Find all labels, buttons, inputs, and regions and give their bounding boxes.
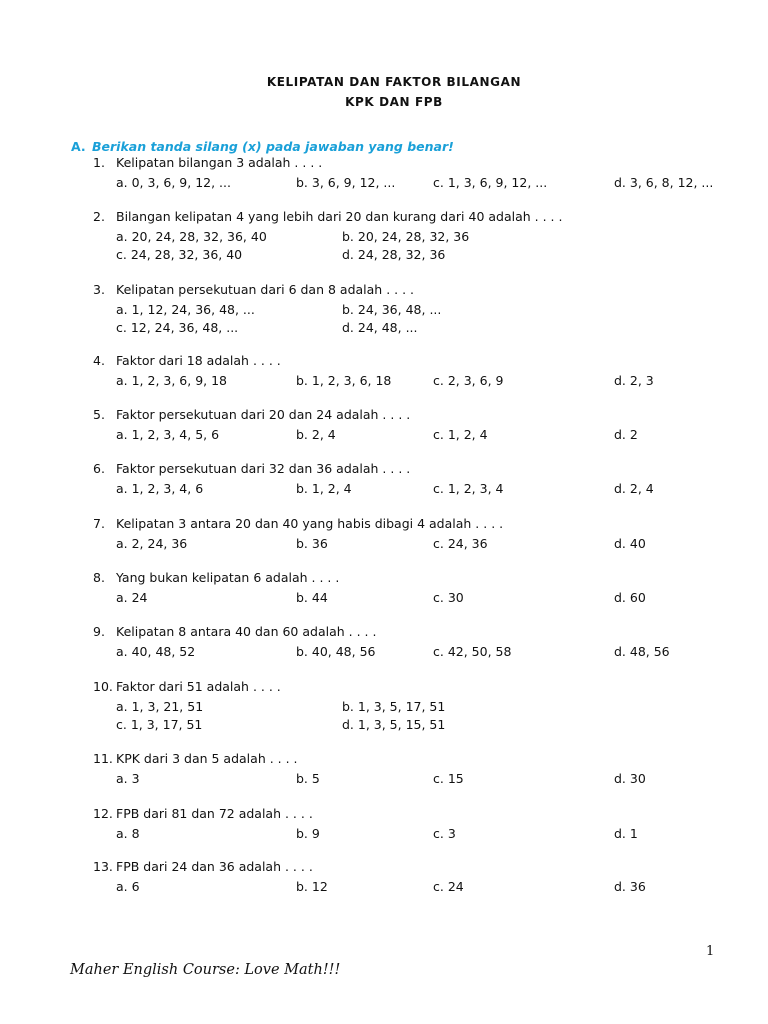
question-number: 8. — [93, 570, 105, 585]
question-line — [93, 679, 281, 694]
answer-option[interactable]: a. 1, 2, 3, 4, 5, 6 — [116, 427, 220, 442]
page-number: 1 — [706, 944, 715, 959]
answer-option[interactable]: d. 2, 4 — [614, 481, 654, 496]
question-text: Kelipatan 3 antara 20 dan 40 yang habis dibagi 4 adalah . . . . — [116, 516, 504, 531]
question-line — [93, 282, 414, 297]
question-number: 11. — [93, 751, 113, 766]
answer-option[interactable]: c. 12, 24, 36, 48, ... — [116, 320, 239, 335]
answer-option[interactable]: d. 2, 3 — [614, 373, 654, 388]
answer-option[interactable]: d. 36 — [614, 879, 646, 894]
answer-option[interactable]: a. 0, 3, 6, 9, 12, ... — [116, 175, 231, 190]
answer-option[interactable]: d. 1 — [614, 826, 638, 841]
question-text: Kelipatan persekutuan dari 6 dan 8 adalah . . . . — [116, 282, 415, 297]
question-line — [93, 516, 503, 531]
answer-option[interactable]: a. 1, 2, 3, 4, 6 — [116, 481, 204, 496]
answer-option[interactable]: d. 24, 28, 32, 36 — [342, 247, 446, 262]
answer-option[interactable]: a. 20, 24, 28, 32, 36, 40 — [116, 229, 267, 244]
question-text: Yang bukan kelipatan 6 adalah . . . . — [116, 570, 340, 585]
question-line — [93, 209, 562, 224]
answer-option[interactable]: a. 1, 3, 21, 51 — [116, 699, 204, 714]
answer-option[interactable]: b. 5 — [296, 771, 320, 786]
question-number: 13. — [93, 859, 113, 874]
question-text: Faktor dari 18 adalah . . . . — [116, 353, 281, 368]
answer-option[interactable]: d. 2 — [614, 427, 638, 442]
answer-option[interactable]: d. 40 — [614, 536, 646, 551]
answer-option[interactable]: b. 3, 6, 9, 12, ... — [296, 175, 396, 190]
answer-option[interactable]: c. 15 — [433, 771, 464, 786]
section-letter: A. — [71, 139, 86, 154]
question-number: 6. — [93, 461, 105, 476]
answer-option[interactable]: a. 6 — [116, 879, 140, 894]
question-line — [93, 461, 410, 476]
answer-option[interactable]: d. 3, 6, 8, 12, ... — [614, 175, 714, 190]
answer-option[interactable]: d. 30 — [614, 771, 646, 786]
question-number: 10. — [93, 679, 113, 694]
answer-option[interactable]: d. 24, 48, ... — [342, 320, 418, 335]
question-text: Faktor dari 51 adalah . . . . — [116, 679, 281, 694]
question-text: FPB dari 24 dan 36 adalah . . . . — [116, 859, 313, 874]
answer-option[interactable]: b. 12 — [296, 879, 328, 894]
question-line — [93, 407, 410, 422]
answer-option[interactable]: a. 40, 48, 52 — [116, 644, 196, 659]
answer-option[interactable]: b. 24, 36, 48, ... — [342, 302, 442, 317]
question-text: FPB dari 81 dan 72 adalah . . . . — [116, 806, 313, 821]
question-line — [93, 806, 313, 821]
question-number: 9. — [93, 624, 105, 639]
page-subtitle: KPK DAN FPB — [345, 95, 443, 109]
question-text: Bilangan kelipatan 4 yang lebih dari 20 dan kurang dari 40 adalah . . . . — [116, 209, 563, 224]
answer-option[interactable]: a. 1, 2, 3, 6, 9, 18 — [116, 373, 228, 388]
section-a-instruction — [71, 139, 454, 154]
question-line — [93, 353, 281, 368]
question-number: 3. — [93, 282, 105, 297]
question-number: 1. — [93, 155, 105, 170]
page-title: KELIPATAN DAN FAKTOR BILANGAN — [266, 75, 522, 89]
answer-option[interactable]: c. 24, 28, 32, 36, 40 — [116, 247, 243, 262]
question-text: Kelipatan bilangan 3 adalah . . . . — [116, 155, 323, 170]
question-text: Faktor persekutuan dari 32 dan 36 adalah . . . . — [116, 461, 411, 476]
answer-option[interactable]: b. 9 — [296, 826, 320, 841]
question-text: Kelipatan 8 antara 40 dan 60 adalah . . . . — [116, 624, 377, 639]
answer-option[interactable]: a. 3 — [116, 771, 140, 786]
section-instruction-text: Berikan tanda silang (x) pada jawaban yang benar! — [92, 139, 454, 154]
answer-option[interactable]: b. 40, 48, 56 — [296, 644, 376, 659]
answer-option[interactable]: b. 44 — [296, 590, 328, 605]
answer-option[interactable]: b. 36 — [296, 536, 328, 551]
question-line — [93, 751, 298, 766]
answer-option[interactable]: a. 1, 12, 24, 36, 48, ... — [116, 302, 255, 317]
question-number: 5. — [93, 407, 105, 422]
answer-option[interactable]: c. 1, 2, 4 — [433, 427, 488, 442]
answer-option[interactable]: b. 2, 4 — [296, 427, 336, 442]
answer-option[interactable]: a. 2, 24, 36 — [116, 536, 188, 551]
answer-option[interactable]: b. 1, 2, 4 — [296, 481, 352, 496]
question-line — [93, 570, 339, 585]
question-number: 12. — [93, 806, 113, 821]
question-line — [93, 155, 322, 170]
question-text: KPK dari 3 dan 5 adalah . . . . — [116, 751, 298, 766]
answer-option[interactable]: c. 1, 3, 17, 51 — [116, 717, 203, 732]
answer-option[interactable]: c. 24, 36 — [433, 536, 488, 551]
answer-option[interactable]: c. 1, 2, 3, 4 — [433, 481, 504, 496]
question-number: 7. — [93, 516, 105, 531]
answer-option[interactable]: a. 24 — [116, 590, 148, 605]
question-text: Faktor persekutuan dari 20 dan 24 adalah . . . . — [116, 407, 411, 422]
answer-option[interactable]: c. 1, 3, 6, 9, 12, ... — [433, 175, 548, 190]
answer-option[interactable]: c. 42, 50, 58 — [433, 644, 512, 659]
question-line — [93, 624, 376, 639]
answer-option[interactable]: c. 24 — [433, 879, 464, 894]
question-line — [93, 859, 313, 874]
answer-option[interactable]: b. 20, 24, 28, 32, 36 — [342, 229, 470, 244]
answer-option[interactable]: c. 30 — [433, 590, 464, 605]
answer-option[interactable]: b. 1, 2, 3, 6, 18 — [296, 373, 392, 388]
answer-option[interactable]: d. 48, 56 — [614, 644, 670, 659]
question-number: 2. — [93, 209, 105, 224]
answer-option[interactable]: d. 60 — [614, 590, 646, 605]
answer-option[interactable]: c. 2, 3, 6, 9 — [433, 373, 504, 388]
answer-option[interactable]: b. 1, 3, 5, 17, 51 — [342, 699, 446, 714]
footer-text: Maher English Course: Love Math!!! — [70, 962, 341, 978]
question-number: 4. — [93, 353, 105, 368]
answer-option[interactable]: c. 3 — [433, 826, 456, 841]
answer-option[interactable]: a. 8 — [116, 826, 140, 841]
answer-option[interactable]: d. 1, 3, 5, 15, 51 — [342, 717, 446, 732]
